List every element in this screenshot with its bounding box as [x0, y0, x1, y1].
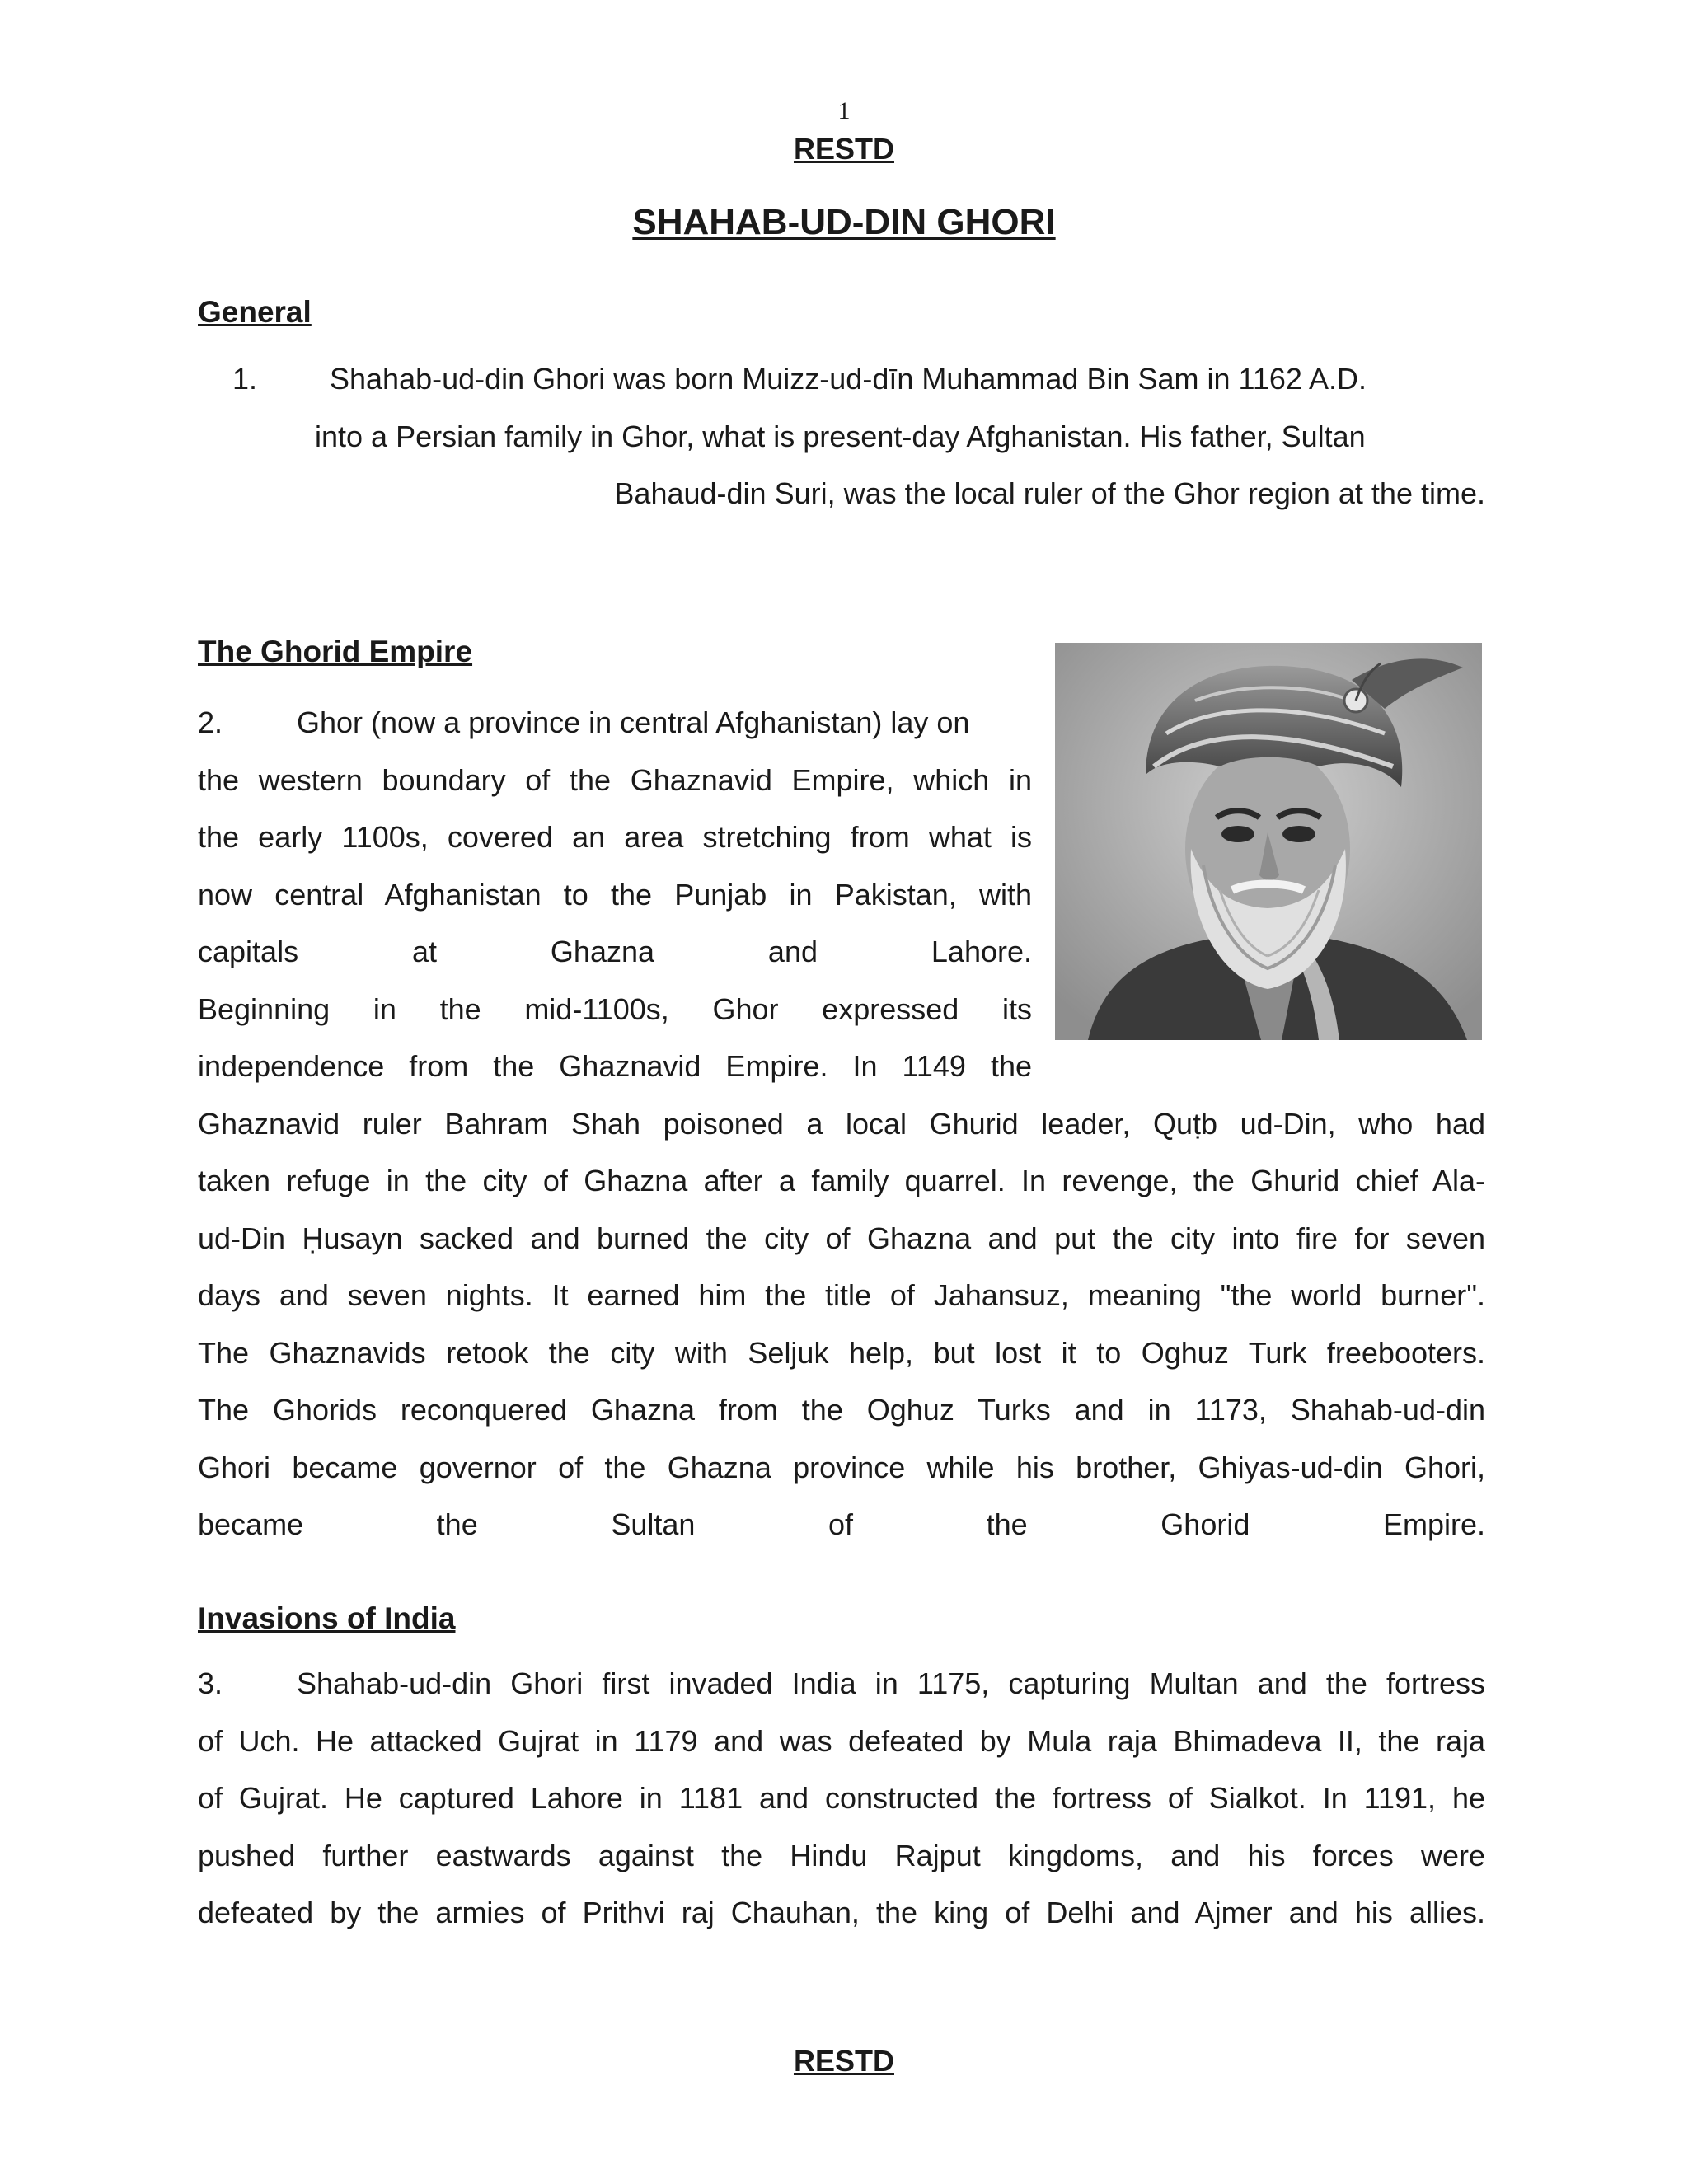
paragraph-number: 3. — [198, 1666, 223, 1700]
text-line: Shahab-ud-din Ghori first invaded India in 1175, capturing Multan and the fortress — [297, 1666, 1485, 1700]
text-line: into a Persian family in Ghor, what is present-day Afghanistan. His father, Sultan — [315, 419, 1366, 453]
text-line: now central Afghanistan to the Punjab in Pakistan, with — [198, 877, 1032, 912]
text-line: pushed further eastwards against the Hindu Rajput kingdoms, and his forces were — [198, 1838, 1485, 1872]
text-line: of Uch. He attacked Gujrat in 1179 and was defeated by Mula raja Bhimadeva II, the raja — [198, 1723, 1485, 1758]
text-line: Ghaznavid ruler Bahram Shah poisoned a local Ghurid leader, Quṭb ud-Din, who had — [198, 1106, 1485, 1141]
text-line: The Ghaznavids retook the city with Seljuk help, but lost it to Oghuz Turk freebooters. — [198, 1335, 1485, 1370]
text-line: of Gujrat. He captured Lahore in 1181 and constructed the fortress of Sialkot. In 1191, he — [198, 1781, 1485, 1815]
text-line: the western boundary of the Ghaznavid Empire, which in — [198, 762, 1032, 797]
text-line: Bahaud-din Suri, was the local ruler of the Ghor region at the time. — [614, 476, 1485, 510]
text-line: Ghori became governor of the Ghazna province while his brother, Ghiyas-ud-din Ghori, — [198, 1450, 1485, 1484]
classification-marking-top: RESTD — [793, 132, 894, 166]
section-heading-invasions: Invasions of India — [198, 1601, 456, 1635]
text-line: Beginning in the mid-1100s, Ghor expressed its — [198, 991, 1032, 1026]
text-line: became the Sultan of the Ghorid Empire. — [198, 1507, 1485, 1541]
paragraph-general — [198, 350, 1485, 523]
text-line: capitals at Ghazna and Lahore. — [198, 935, 1032, 968]
text-line: The Ghorids reconquered Ghazna from the Oghuz Turks and in 1173, Shahab-ud-din — [198, 1393, 1485, 1427]
section-heading-general: General — [198, 295, 312, 329]
text-line: taken refuge in the city of Ghazna after a family quarrel. In revenge, the Ghurid chief Ala- — [198, 1164, 1485, 1197]
paragraph-ghorid-empire — [198, 694, 1485, 1554]
document-title: SHAHAB-UD-DIN GHORI — [632, 202, 1056, 242]
text-line: ud-Din Ḥusayn sacked and burned the city of Ghazna and put the city into fire for seven — [198, 1221, 1485, 1255]
text-line: the early 1100s, covered an area stretching from what is — [198, 820, 1032, 854]
page-number: 1 — [837, 97, 851, 124]
paragraph-number: 2. — [198, 705, 223, 739]
paragraph-invasions — [198, 1655, 1485, 1942]
classification-marking-bottom: RESTD — [793, 2044, 894, 2078]
text-line: Ghor (now a province in central Afghanistan) lay on — [297, 705, 970, 739]
paragraph-number: 1. — [232, 362, 258, 396]
text-line: Shahab-ud-din Ghori was born Muizz-ud-dīn Muhammad Bin Sam in 1162 A.D. — [330, 362, 1367, 396]
text-line: defeated by the armies of Prithvi raj Chauhan, the king of Delhi and Ajmer and his allies. — [198, 1896, 1485, 1929]
text-line: days and seven nights. It earned him the title of Jahansuz, meaning "the world burner". — [198, 1278, 1485, 1312]
section-heading-ghorid-empire: The Ghorid Empire — [198, 635, 473, 668]
text-line: independence from the Ghaznavid Empire. In 1149 the — [198, 1049, 1032, 1083]
